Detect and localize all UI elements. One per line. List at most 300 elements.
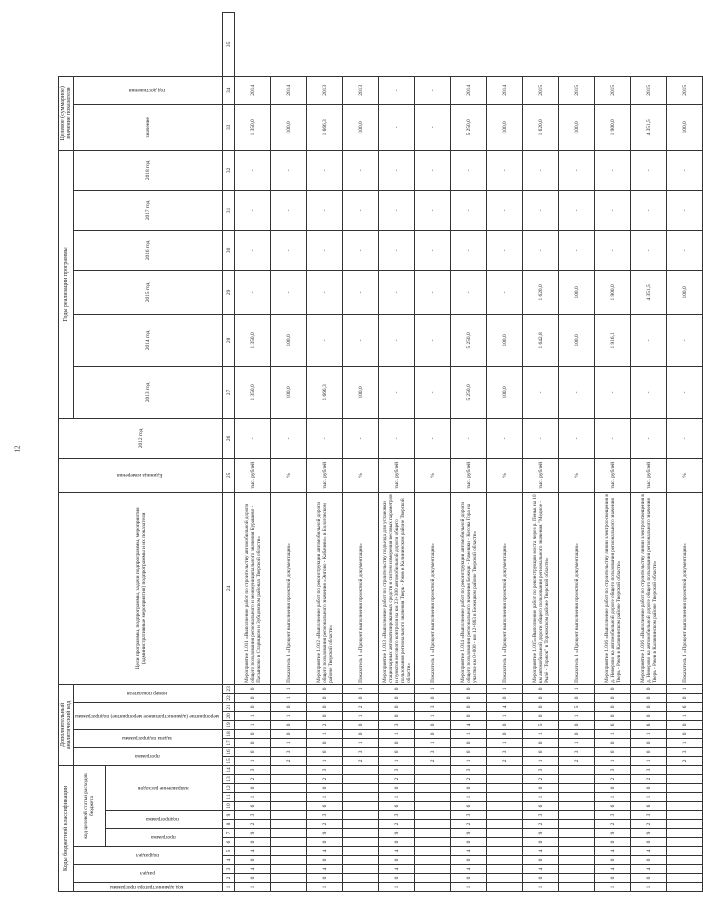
code-digit-cell: 1 bbox=[307, 793, 343, 802]
years-group-header: Годы реализации программы bbox=[59, 150, 74, 418]
unit-cell: тыс. рублей bbox=[235, 458, 271, 492]
indicator-header bbox=[74, 684, 223, 702]
value-2018-cell: - bbox=[235, 150, 271, 190]
value-2018-cell: - bbox=[559, 150, 595, 190]
code-digit-cell: 0 bbox=[631, 702, 667, 711]
sub-task-header bbox=[74, 729, 223, 747]
code-digit-cell: 1 bbox=[235, 883, 271, 892]
program-analytic-text: программа bbox=[134, 753, 160, 760]
code-digit-cell bbox=[271, 883, 307, 892]
target-value-cell: 1 620,0 bbox=[523, 104, 559, 150]
base-year-cell: - bbox=[343, 418, 379, 458]
base-year-cell: - bbox=[235, 418, 271, 458]
value-2014-cell: 5 250,0 bbox=[451, 314, 487, 366]
column-number: 15 bbox=[223, 756, 235, 765]
value-2016-cell: - bbox=[523, 230, 559, 270]
value-2017-cell: - bbox=[631, 190, 667, 230]
code-digit-cell: 3 bbox=[415, 747, 451, 756]
value-2013-cell: - bbox=[415, 366, 451, 418]
column-number: 21 bbox=[223, 702, 235, 711]
target-value-cell: 1 900,0 bbox=[595, 104, 631, 150]
code-digit-cell bbox=[343, 765, 379, 774]
base-year-cell: - bbox=[595, 418, 631, 458]
code-digit-cell: 1 bbox=[307, 729, 343, 738]
code-digit-cell: 2 bbox=[523, 775, 559, 784]
code-digit-cell: 4 bbox=[487, 702, 523, 711]
admin-code-text: код администратора программы bbox=[110, 884, 184, 890]
code-digit-cell bbox=[559, 838, 595, 847]
subprogram-code-text: подпрограмма bbox=[146, 816, 180, 823]
code-digit-cell bbox=[487, 856, 523, 865]
code-digit-cell: 1 bbox=[235, 720, 271, 729]
code-digit-cell: 0 bbox=[307, 838, 343, 847]
admin-code-header bbox=[74, 883, 223, 892]
code-digit-cell: 1 bbox=[595, 883, 631, 892]
code-digit-cell: 0 bbox=[379, 856, 415, 865]
column-number: 3 bbox=[223, 865, 235, 874]
code-digit-cell: 2 bbox=[307, 820, 343, 829]
code-digit-cell: 0 bbox=[667, 693, 703, 702]
value-2014-cell: 1 642,8 bbox=[523, 314, 559, 366]
code-digit-cell: 0 bbox=[451, 856, 487, 865]
code-digit-cell: 0 bbox=[487, 729, 523, 738]
code-digit-cell bbox=[415, 838, 451, 847]
name-cell: Показатель 1 «Процент выполнения проектной документации» bbox=[487, 492, 523, 684]
table-row bbox=[631, 13, 667, 892]
code-digit-cell bbox=[415, 765, 451, 774]
value-2013-cell: - bbox=[559, 366, 595, 418]
code-digit-cell: 0 bbox=[451, 874, 487, 883]
code-digit-cell: 4 bbox=[523, 865, 559, 874]
column-number: 13 bbox=[223, 775, 235, 784]
code-digit-cell: 3 bbox=[523, 765, 559, 774]
value-2014-cell: 100,0 bbox=[559, 314, 595, 366]
code-digit-cell: 3 bbox=[451, 811, 487, 820]
name-cell: Показатель 1 «Процент выполнения проектной документации» bbox=[271, 492, 307, 684]
code-digit-cell bbox=[667, 856, 703, 865]
code-digit-cell bbox=[343, 775, 379, 784]
target-item-header: код целевой статьи расходов бюджета bbox=[74, 765, 106, 846]
code-digit-cell: 5 bbox=[523, 720, 559, 729]
name-cell: Мероприятие 1.014 «Выполнение работ по реконструкции автомобильной дороги общего пользования регионального значения Бежецк - Рамешки - Кесова Гора на участке км 0+000 - км 12+883 в Бежецком районе Тверской области» bbox=[451, 492, 487, 684]
code-digit-cell: 4 bbox=[595, 847, 631, 856]
value-2015-cell: 1 900,0 bbox=[595, 270, 631, 314]
code-digit-cell bbox=[559, 847, 595, 856]
code-digit-cell: 6 bbox=[667, 702, 703, 711]
code-digit-cell: 4 bbox=[307, 865, 343, 874]
column-number: 5 bbox=[223, 847, 235, 856]
base-year-cell: - bbox=[307, 418, 343, 458]
value-2015-cell: 100,0 bbox=[667, 270, 703, 314]
value-2018-cell: - bbox=[379, 150, 415, 190]
table-row bbox=[523, 13, 559, 892]
code-digit-cell bbox=[343, 883, 379, 892]
code-digit-cell: 6 bbox=[379, 802, 415, 811]
unit-cell: % bbox=[487, 458, 523, 492]
target-year-cell: 2015 bbox=[523, 76, 559, 104]
code-digit-cell: 1 bbox=[523, 883, 559, 892]
code-digit-cell: 3 bbox=[667, 747, 703, 756]
value-2015-cell: 100,0 bbox=[559, 270, 595, 314]
column-number: 28 bbox=[223, 314, 235, 366]
code-digit-cell: 0 bbox=[631, 693, 667, 702]
name-cell: Показатель 1 «Процент выполнения проектной документации» bbox=[559, 492, 595, 684]
value-2016-cell: - bbox=[559, 230, 595, 270]
code-digit-cell bbox=[271, 775, 307, 784]
value-2017-cell: - bbox=[307, 190, 343, 230]
program-code-header bbox=[105, 829, 223, 847]
code-digit-cell: 3 bbox=[307, 811, 343, 820]
code-digit-cell: 0 bbox=[235, 747, 271, 756]
code-digit-cell: 0 bbox=[595, 874, 631, 883]
table-row bbox=[343, 13, 379, 892]
base-year-cell: - bbox=[667, 418, 703, 458]
table-row bbox=[379, 13, 415, 892]
code-digit-cell: 1 bbox=[595, 793, 631, 802]
code-digit-cell bbox=[271, 838, 307, 847]
unit-cell: % bbox=[271, 458, 307, 492]
value-2016-cell: - bbox=[271, 230, 307, 270]
code-digit-cell: 0 bbox=[523, 784, 559, 793]
code-digit-cell: 1 bbox=[235, 711, 271, 720]
code-digit-cell: 2 bbox=[667, 756, 703, 765]
code-digit-cell: 0 bbox=[631, 874, 667, 883]
column-number: 25 bbox=[223, 458, 235, 492]
code-digit-cell: 0 bbox=[523, 856, 559, 865]
value-2015-cell: - bbox=[343, 270, 379, 314]
name-column-header: Цели программы, подпрограммы, задачи подпрограммы, мероприятия (административные мероприятия) подпрограммы и их показатели bbox=[59, 492, 223, 684]
base-year-cell: - bbox=[379, 418, 415, 458]
code-digit-cell: 4 bbox=[379, 847, 415, 856]
code-digit-cell bbox=[271, 784, 307, 793]
code-digit-cell: 0 bbox=[235, 784, 271, 793]
code-digit-cell: 0 bbox=[595, 711, 631, 720]
code-digit-cell: 0 bbox=[451, 738, 487, 747]
code-digit-cell: 1 bbox=[559, 711, 595, 720]
code-digit-cell: 0 bbox=[631, 684, 667, 693]
column-number: 23 bbox=[223, 684, 235, 693]
target-value-cell: 1 350,0 bbox=[235, 104, 271, 150]
code-digit-cell bbox=[667, 838, 703, 847]
code-digit-cell: 2 bbox=[631, 775, 667, 784]
code-digit-cell: 0 bbox=[667, 729, 703, 738]
table-row bbox=[451, 13, 487, 892]
code-digit-cell: 0 bbox=[235, 684, 271, 693]
value-2014-cell: 1 916,1 bbox=[595, 314, 631, 366]
code-digit-cell: 0 bbox=[631, 747, 667, 756]
code-digit-cell: 1 bbox=[451, 756, 487, 765]
code-digit-cell bbox=[559, 820, 595, 829]
code-digit-cell: 2 bbox=[595, 820, 631, 829]
code-digit-cell: 0 bbox=[631, 738, 667, 747]
code-digit-cell bbox=[487, 811, 523, 820]
year-2016-header: 2016 год bbox=[74, 230, 223, 270]
column-number: 29 bbox=[223, 270, 235, 314]
target-value-cell: 100,0 bbox=[667, 104, 703, 150]
value-2018-cell: - bbox=[523, 150, 559, 190]
code-digit-cell: 0 bbox=[523, 693, 559, 702]
code-digit-cell: 0 bbox=[487, 693, 523, 702]
value-2018-cell: - bbox=[307, 150, 343, 190]
code-digit-cell bbox=[487, 847, 523, 856]
column-number: 33 bbox=[223, 104, 235, 150]
program-code-text: программа bbox=[150, 834, 176, 841]
code-digit-cell: 1 bbox=[271, 711, 307, 720]
code-digit-cell: 0 bbox=[307, 747, 343, 756]
column-number: 17 bbox=[223, 738, 235, 747]
code-digit-cell: 9 bbox=[595, 829, 631, 838]
table-row bbox=[487, 13, 523, 892]
code-digit-cell bbox=[487, 793, 523, 802]
code-digit-cell: 0 bbox=[415, 693, 451, 702]
code-digit-cell: 1 bbox=[487, 684, 523, 693]
column-number: 2 bbox=[223, 874, 235, 883]
code-digit-cell: 2 bbox=[235, 820, 271, 829]
table-row bbox=[559, 13, 595, 892]
target-year-cell: 2014 bbox=[235, 76, 271, 104]
code-digit-cell bbox=[559, 874, 595, 883]
target-year-header bbox=[74, 76, 223, 104]
value-2013-cell: 1 666,3 bbox=[307, 366, 343, 418]
code-digit-cell: 4 bbox=[451, 865, 487, 874]
code-digit-cell: 1 bbox=[631, 729, 667, 738]
value-2017-cell: - bbox=[667, 190, 703, 230]
value-2016-cell: - bbox=[451, 230, 487, 270]
code-digit-cell: 2 bbox=[415, 756, 451, 765]
code-digit-cell: 1 bbox=[343, 684, 379, 693]
code-digit-cell: 0 bbox=[235, 856, 271, 865]
column-number: 27 bbox=[223, 366, 235, 418]
code-digit-cell: 2 bbox=[595, 775, 631, 784]
target-group-header: Целевое (суммарное) значение показателя bbox=[59, 76, 74, 150]
code-digit-cell: 1 bbox=[667, 711, 703, 720]
value-2016-cell: - bbox=[235, 230, 271, 270]
value-2017-cell: - bbox=[415, 190, 451, 230]
code-digit-cell bbox=[343, 793, 379, 802]
target-year-text: год достижения bbox=[128, 87, 166, 94]
code-digit-cell: 6 bbox=[451, 802, 487, 811]
code-digit-cell: 0 bbox=[307, 784, 343, 793]
target-value-header: значение bbox=[74, 104, 223, 150]
value-2014-cell: - bbox=[307, 314, 343, 366]
code-digit-cell: 2 bbox=[631, 820, 667, 829]
code-digit-cell: 0 bbox=[415, 720, 451, 729]
column-number: 20 bbox=[223, 711, 235, 720]
code-digit-cell: 1 bbox=[379, 756, 415, 765]
target-year-cell: 2015 bbox=[559, 76, 595, 104]
code-digit-cell bbox=[271, 820, 307, 829]
code-digit-cell: 3 bbox=[343, 747, 379, 756]
code-digit-cell: 0 bbox=[523, 747, 559, 756]
code-digit-cell bbox=[559, 793, 595, 802]
page-number: 12 bbox=[13, 445, 22, 453]
code-digit-cell: 3 bbox=[235, 811, 271, 820]
column-number: 34 bbox=[223, 76, 235, 104]
name-cell: Мероприятие 1.016 «Выполнение работ по строительству линии электроосвещения в д. Неверово на автомобильной дороге общего пользования регионального значения Тверь - Ржев в Калининском районе Тверской области» bbox=[595, 492, 631, 684]
code-digit-cell: 1 bbox=[379, 729, 415, 738]
value-2013-cell: 100,0 bbox=[271, 366, 307, 418]
code-digit-cell: 3 bbox=[379, 720, 415, 729]
code-digit-cell: 3 bbox=[523, 811, 559, 820]
code-digit-cell: 0 bbox=[523, 738, 559, 747]
code-digit-cell bbox=[667, 811, 703, 820]
code-digit-cell: 0 bbox=[451, 693, 487, 702]
code-digit-cell: 5 bbox=[559, 702, 595, 711]
code-digit-cell bbox=[271, 874, 307, 883]
code-digit-cell: 1 bbox=[559, 684, 595, 693]
name-cell: Мероприятие 1.016 «Выполнение работ по строительству линии электроосвещения в д. Неверово на автомобильной дороге общего пользования регионального значения Тверь - Ржев в Калининском районе Тверской области» bbox=[631, 492, 667, 684]
value-2016-cell: - bbox=[379, 230, 415, 270]
code-digit-cell bbox=[487, 820, 523, 829]
name-cell: Показатель 1 «Процент выполнения проектной документации» bbox=[415, 492, 451, 684]
code-digit-cell: 3 bbox=[307, 765, 343, 774]
code-digit-cell bbox=[667, 883, 703, 892]
code-digit-cell: 6 bbox=[631, 802, 667, 811]
unit-column-header-text: Единица измерения bbox=[116, 472, 163, 479]
code-digit-cell bbox=[559, 775, 595, 784]
subsection-header bbox=[74, 847, 223, 865]
code-digit-cell bbox=[415, 793, 451, 802]
code-digit-cell: 1 bbox=[307, 756, 343, 765]
column-number: 19 bbox=[223, 720, 235, 729]
code-digit-cell bbox=[667, 874, 703, 883]
code-digit-cell: 0 bbox=[235, 693, 271, 702]
value-2016-cell: - bbox=[307, 230, 343, 270]
code-digit-cell bbox=[271, 865, 307, 874]
program-analytic-header bbox=[74, 747, 223, 765]
code-digit-cell: 1 bbox=[451, 793, 487, 802]
direction-code-text: направление расходов bbox=[137, 784, 189, 791]
code-digit-cell bbox=[343, 802, 379, 811]
unit-column-header bbox=[59, 458, 223, 492]
code-digit-cell: 3 bbox=[631, 765, 667, 774]
year-2018-header: 2018 год bbox=[74, 150, 223, 190]
code-digit-cell bbox=[559, 802, 595, 811]
code-digit-cell: 2 bbox=[271, 756, 307, 765]
code-digit-cell: 3 bbox=[451, 765, 487, 774]
code-digit-cell bbox=[271, 793, 307, 802]
column-number: 26 bbox=[223, 418, 235, 458]
code-digit-cell: 0 bbox=[271, 729, 307, 738]
indicator-text: номер показателя bbox=[127, 690, 168, 697]
code-digit-cell bbox=[559, 856, 595, 865]
code-digit-cell bbox=[559, 883, 595, 892]
unit-cell: тыс. рублей bbox=[523, 458, 559, 492]
target-value-cell: 1 666,3 bbox=[307, 104, 343, 150]
value-2016-cell: - bbox=[343, 230, 379, 270]
code-digit-cell: 0 bbox=[559, 720, 595, 729]
code-digit-cell bbox=[415, 856, 451, 865]
section-header bbox=[74, 865, 223, 883]
code-digit-cell: 1 bbox=[379, 793, 415, 802]
year-2013-header: 2013 год bbox=[74, 366, 223, 418]
base-year-cell: - bbox=[559, 418, 595, 458]
code-digit-cell: 0 bbox=[379, 711, 415, 720]
value-2017-cell: - bbox=[487, 190, 523, 230]
code-digit-cell: 0 bbox=[595, 784, 631, 793]
code-digit-cell: 9 bbox=[451, 829, 487, 838]
code-digit-cell: 0 bbox=[307, 702, 343, 711]
value-2016-cell: - bbox=[487, 230, 523, 270]
value-2017-cell: - bbox=[451, 190, 487, 230]
unit-cell: % bbox=[415, 458, 451, 492]
value-2015-cell: - bbox=[379, 270, 415, 314]
value-2013-cell: - bbox=[379, 366, 415, 418]
code-digit-cell bbox=[343, 874, 379, 883]
subprogram-code-header bbox=[105, 811, 223, 829]
base-year-cell: - bbox=[415, 418, 451, 458]
code-digit-cell: 1 bbox=[523, 756, 559, 765]
value-2014-cell: 1 350,0 bbox=[235, 314, 271, 366]
code-digit-cell: 0 bbox=[523, 702, 559, 711]
code-digit-cell bbox=[415, 883, 451, 892]
unit-cell: тыс. рублей bbox=[379, 458, 415, 492]
code-digit-cell: 1 bbox=[631, 883, 667, 892]
code-digit-cell: 0 bbox=[595, 856, 631, 865]
value-2013-cell: - bbox=[523, 366, 559, 418]
code-digit-cell: 0 bbox=[451, 747, 487, 756]
code-digit-cell: 2 bbox=[343, 756, 379, 765]
name-cell: Показатель 1 «Процент выполнения проектной документации» bbox=[667, 492, 703, 684]
value-2017-cell: - bbox=[595, 190, 631, 230]
table-body bbox=[235, 13, 703, 892]
code-digit-cell: 3 bbox=[379, 765, 415, 774]
code-digit-cell: 1 bbox=[631, 756, 667, 765]
program-table bbox=[58, 12, 703, 892]
code-digit-cell bbox=[559, 829, 595, 838]
target-value-cell: 100,0 bbox=[559, 104, 595, 150]
code-digit-cell bbox=[415, 865, 451, 874]
code-digit-cell: 0 bbox=[343, 720, 379, 729]
code-digit-cell: 0 bbox=[631, 711, 667, 720]
code-digit-cell: 2 bbox=[523, 820, 559, 829]
code-digit-cell: 2 bbox=[379, 775, 415, 784]
code-digit-cell bbox=[667, 784, 703, 793]
code-digit-cell: 0 bbox=[523, 711, 559, 720]
code-digit-cell: 1 bbox=[271, 684, 307, 693]
target-value-cell: 100,0 bbox=[271, 104, 307, 150]
code-digit-cell: 1 bbox=[487, 711, 523, 720]
code-digit-cell: 0 bbox=[235, 738, 271, 747]
value-2013-cell: - bbox=[595, 366, 631, 418]
code-digit-cell: 0 bbox=[451, 711, 487, 720]
value-2015-cell: - bbox=[451, 270, 487, 314]
code-digit-cell bbox=[487, 829, 523, 838]
code-digit-cell: 2 bbox=[307, 775, 343, 784]
column-number: 14 bbox=[223, 765, 235, 774]
target-value-cell: 100,0 bbox=[343, 104, 379, 150]
code-digit-cell bbox=[271, 765, 307, 774]
code-digit-cell bbox=[667, 793, 703, 802]
code-digit-cell: 2 bbox=[559, 756, 595, 765]
code-digit-cell bbox=[487, 784, 523, 793]
code-digit-cell bbox=[415, 874, 451, 883]
value-2017-cell: - bbox=[271, 190, 307, 230]
column-number: 22 bbox=[223, 693, 235, 702]
value-2015-cell: 1 620,0 bbox=[523, 270, 559, 314]
code-digit-cell: 4 bbox=[523, 847, 559, 856]
code-digit-cell: 1 bbox=[559, 738, 595, 747]
column-number: 12 bbox=[223, 784, 235, 793]
code-digit-cell: 0 bbox=[451, 684, 487, 693]
code-digit-cell bbox=[271, 847, 307, 856]
column-number-row bbox=[223, 13, 235, 892]
code-digit-cell: 0 bbox=[307, 693, 343, 702]
column-number: 9 bbox=[223, 811, 235, 820]
code-digit-cell: 0 bbox=[451, 838, 487, 847]
code-digit-cell: 3 bbox=[379, 811, 415, 820]
code-digit-cell: 0 bbox=[271, 720, 307, 729]
